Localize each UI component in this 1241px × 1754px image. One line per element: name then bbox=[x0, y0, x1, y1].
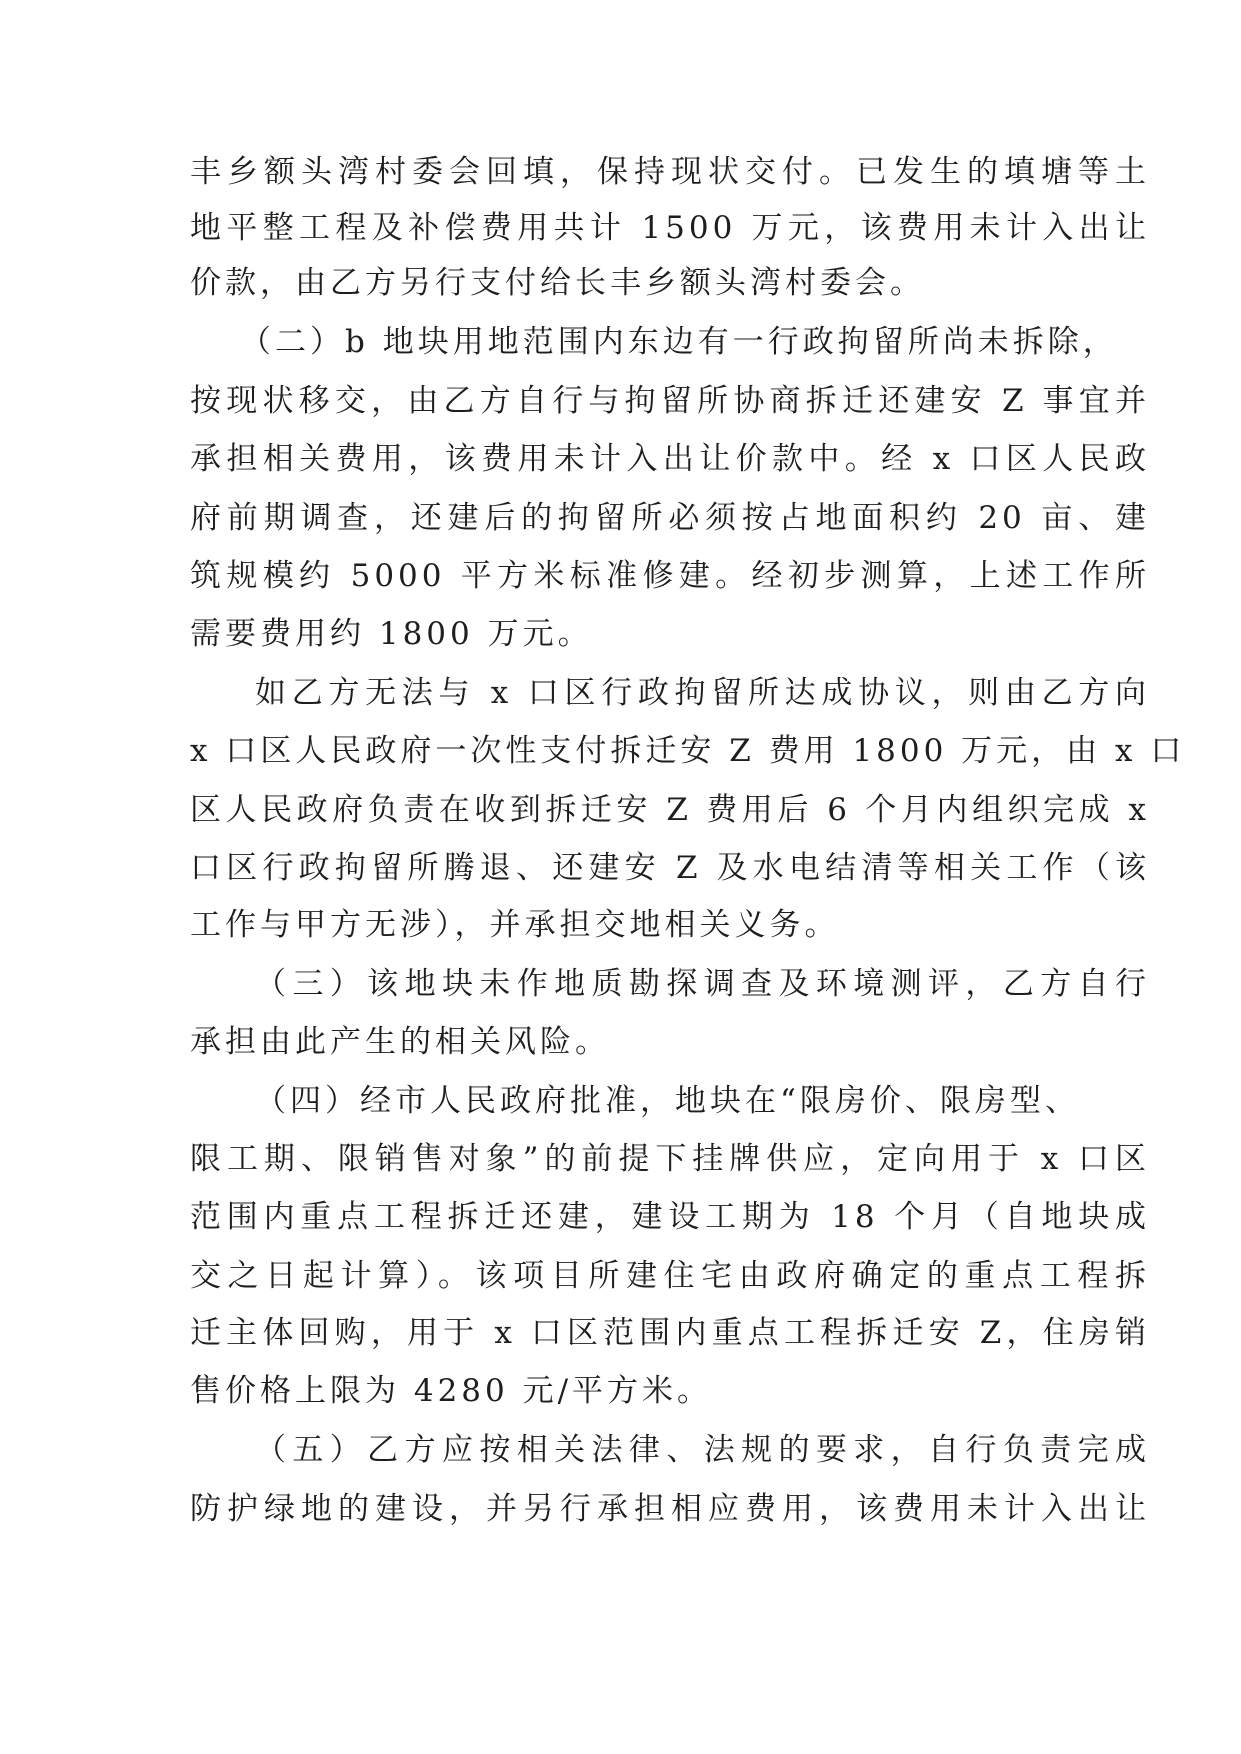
text-line: 区人民政府负责在收到拆迁安 Z 费用后 6 个月内组织完成 x bbox=[190, 792, 1150, 828]
text-line: 承担相关费用，该费用未计入出让价款中。经 x 口区人民政 bbox=[190, 441, 1150, 477]
text-line: x 口区人民政府一次性支付拆迁安 Z 费用 1800 万元，由 x 口 bbox=[190, 733, 1186, 769]
text-line: 交之日起计算）。该项目所建住宅由政府确定的重点工程拆 bbox=[190, 1258, 1150, 1294]
text-line: 防护绿地的建设，并另行承担相应费用，该费用未计入出让 bbox=[190, 1491, 1150, 1527]
text-line: 丰乡额头湾村委会回填，保持现状交付。已发生的填塘等土 bbox=[190, 154, 1150, 190]
text-line: 承担由此产生的相关风险。 bbox=[190, 1024, 610, 1060]
text-line: （四）经市人民政府批准，地块在“限房价、限房型、 bbox=[255, 1083, 1080, 1119]
text-line: 地平整工程及补偿费用共计 1500 万元，该费用未计入出让 bbox=[190, 210, 1150, 246]
text-line: 按现状移交，由乙方自行与拘留所协商拆迁还建安 Z 事宜并 bbox=[190, 383, 1150, 419]
text-line: 需要费用约 1800 万元。 bbox=[190, 616, 593, 652]
text-line: （三）该地块未作地质勘探调查及环境测评，乙方自行 bbox=[255, 966, 1150, 1002]
text-line: 范围内重点工程拆迁还建，建设工期为 18 个月（自地块成 bbox=[190, 1199, 1150, 1235]
text-line: 限工期、限销售对象”的前提下挂牌供应，定向用于 x 口区 bbox=[190, 1141, 1150, 1177]
text-line: 筑规模约 5000 平方米标准修建。经初步测算，上述工作所 bbox=[190, 558, 1150, 594]
text-line: 府前期调查，还建后的拘留所必须按占地面积约 20 亩、建 bbox=[190, 500, 1150, 536]
text-line: 如乙方无法与 x 口区行政拘留所达成协议，则由乙方向 bbox=[255, 675, 1150, 711]
text-line: 工作与甲方无涉），并承担交地相关义务。 bbox=[190, 907, 840, 943]
text-line: （五）乙方应按相关法律、法规的要求，自行负责完成 bbox=[255, 1432, 1150, 1468]
text-line: 口区行政拘留所腾退、还建安 Z 及水电结清等相关工作（该 bbox=[190, 850, 1150, 886]
text-line: 价款，由乙方另行支付给长丰乡额头湾村委会。 bbox=[190, 265, 925, 301]
text-line: 售价格上限为 4280 元/平方米。 bbox=[190, 1373, 713, 1409]
text-line: 迁主体回购，用于 x 口区范围内重点工程拆迁安 Z，住房销 bbox=[190, 1315, 1150, 1351]
text-line: （二）b 地块用地范围内东边有一行政拘留所尚未拆除， bbox=[240, 324, 1118, 360]
